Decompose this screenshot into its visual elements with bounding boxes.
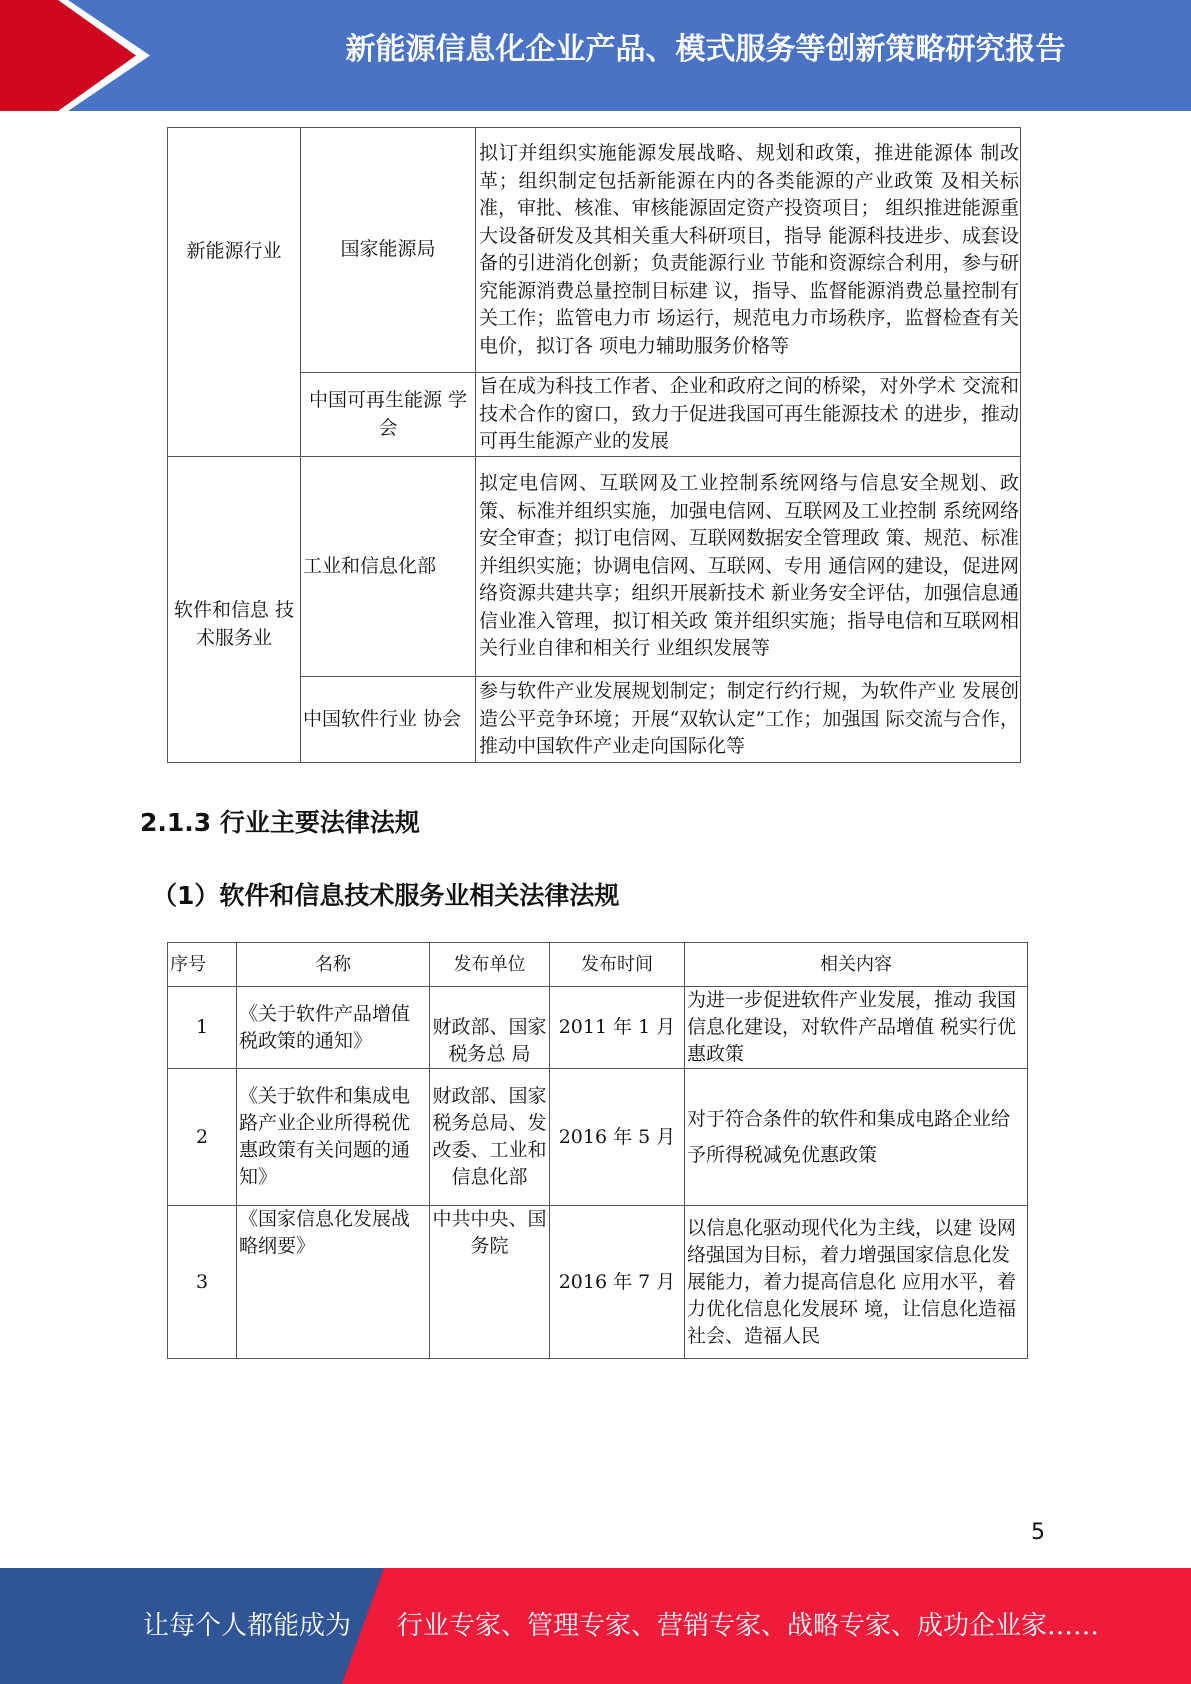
footer-slogan-left: 让每个人都能成为 <box>143 1611 352 1641</box>
desc-cell: 旨在成为科技工作者、企业和政府之间的桥梁，对外学术 交流和技术合作的窗口，致力于促进我国可再生能源技术 的进步，推动可再生能源产业的发展 <box>476 373 1021 457</box>
page-number: 5 <box>1031 1520 1045 1545</box>
org-cell: 中国可再生能源 学会 <box>301 373 476 457</box>
table-row <box>168 987 1028 1069</box>
desc-cell: 拟订并组织实施能源发展战略、规划和政策，推进能源体 制改革；组织制定包括新能源在内的各类能源的产业政策 及相关标准，审批、核准、审核能源固定资产投资项目； 组织推进能源重大设备研发及其相关重大科研项目，指导 能源科技进步、成套设备的引进消化创新；负责能源行业 节能和资源综合利用，参与研究能源消费总量控制目标建 议，指导、监督能源消费总量控制有关工作；监管电力市 场运行，规范电力市场秩序，监督检查有关电价，拟订各 项电力辅助服务价格等 <box>476 128 1021 373</box>
law-publisher: 财政部、国家税务总局、发改委、工业和信息化部 <box>430 1069 550 1206</box>
law-name: 《关于软件和集成电路产业企业所得税优惠政策有关问题的通知》 <box>237 1069 430 1206</box>
category-cell: 新能源行业 <box>168 128 301 457</box>
law-name: 《关于软件产品增值税政策的通知》 <box>237 987 430 1069</box>
law-content: 以信息化驱动现代化为主线，以建 设网络强国为目标，着力增强国家信息化发展能力，着力提高信息化 应用水平，着力优化信息化发展环 境，让信息化造福社会、造福人民 <box>685 1206 1028 1359</box>
column-header: 序号 <box>168 943 237 987</box>
table-header-row <box>168 943 1028 987</box>
law-publisher: 中共中央、国务院 <box>430 1206 550 1359</box>
row-number: 1 <box>168 987 237 1069</box>
section-heading: 2.1.3 行业主要法律法规 <box>140 808 420 837</box>
row-number: 3 <box>168 1206 237 1359</box>
law-date: 2011 年 1 月 <box>550 987 685 1069</box>
table-row <box>168 457 1021 677</box>
law-name: 《国家信息化发展战略纲要》 <box>237 1206 430 1359</box>
column-header: 名称 <box>237 943 430 987</box>
category-cell: 软件和信息 技术服务业 <box>168 457 301 763</box>
column-header: 发布单位 <box>430 943 550 987</box>
law-publisher: 财政部、国家税务总 局 <box>430 987 550 1069</box>
law-date: 2016 年 7 月 <box>550 1206 685 1359</box>
table-row <box>168 1069 1028 1206</box>
column-header: 发布时间 <box>550 943 685 987</box>
page-header <box>0 0 1191 111</box>
column-header: 相关内容 <box>685 943 1028 987</box>
org-cell: 工业和信息化部 <box>301 457 476 677</box>
org-cell: 国家能源局 <box>301 128 476 373</box>
footer-slogan-right: 行业专家、管理专家、营销专家、战略专家、成功企业家…… <box>397 1611 1100 1641</box>
header-chevron-decoration <box>0 0 160 111</box>
page-footer <box>0 1568 1191 1684</box>
law-content: 为进一步促进软件产业发展，推动 我国信息化建设，对软件产品增值 税实行优惠政策 <box>685 987 1028 1069</box>
report-title: 新能源信息化企业产品、模式服务等创新策略研究报告 <box>345 32 1066 67</box>
row-number: 2 <box>168 1069 237 1206</box>
org-cell: 中国软件行业 协会 <box>301 677 476 763</box>
section-subheading: （1）软件和信息技术服务业相关法律法规 <box>152 881 620 910</box>
regulators-table <box>167 127 1021 763</box>
law-date: 2016 年 5 月 <box>550 1069 685 1206</box>
desc-cell: 拟定电信网、互联网及工业控制系统网络与信息安全规划、政策、标准并组织实施，加强电信网、互联网及工业控制 系统网络安全审查；拟订电信网、互联网数据安全管理政 策、规范、标准并组织实施；协调电信网、互联网、专用 通信网的建设，促进网络资源共建共享；组织开展新技术 新业务安全评估，加强信息通信业准入管理，拟订相关政 策并组织实施；指导电信和互联网相关行业自律和相关行 业组织发展等 <box>476 457 1021 677</box>
law-content: 对于符合条件的软件和集成电路企业给予所得税减免优惠政策 <box>685 1069 1028 1206</box>
laws-table <box>167 942 1028 1359</box>
table-row <box>168 128 1021 373</box>
table-row <box>168 1206 1028 1359</box>
desc-cell: 参与软件产业发展规划制定；制定行约行规，为软件产业 发展创造公平竞争环境；开展“双软认定”工作；加强国 际交流与合作，推动中国软件产业走向国际化等 <box>476 677 1021 763</box>
